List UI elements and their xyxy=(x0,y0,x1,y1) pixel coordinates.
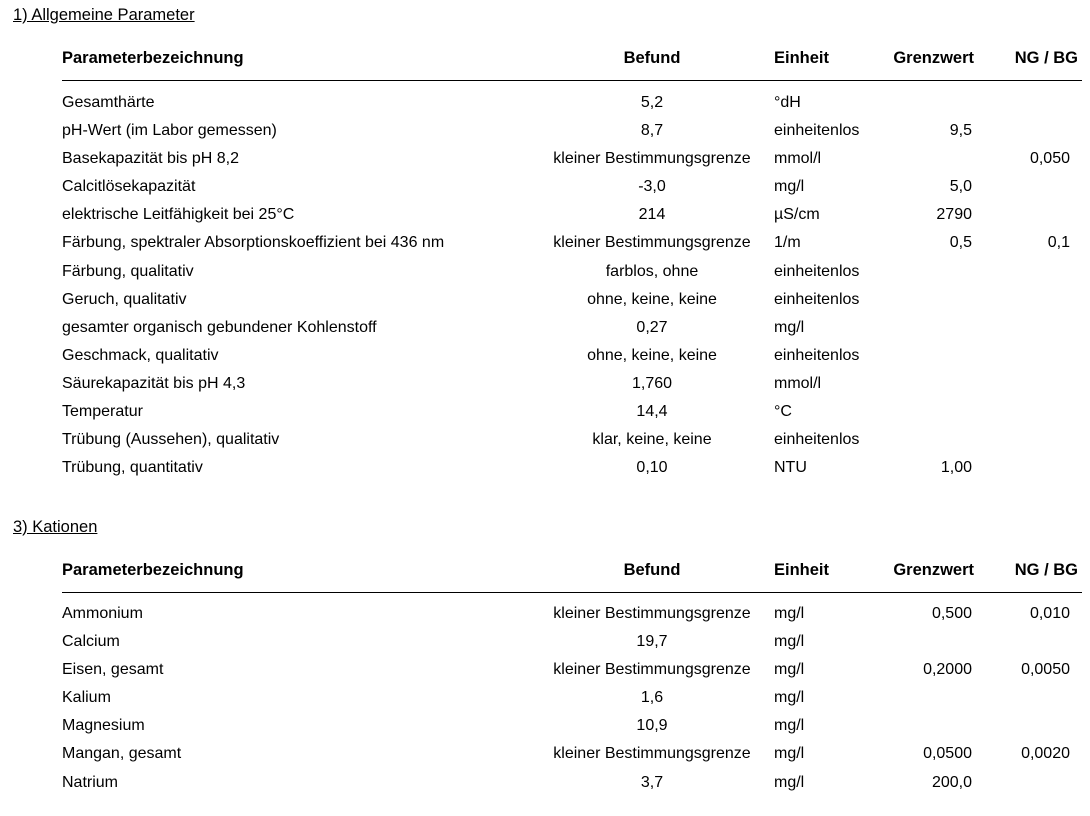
cell-einheit: einheitenlos xyxy=(774,290,860,308)
cell-ng-bg: 0,1 xyxy=(1047,234,1070,252)
cell-befund: 8,7 xyxy=(640,122,664,140)
table-row xyxy=(62,689,1082,717)
cell-parameter: Ammonium xyxy=(62,605,143,622)
cell-befund: 19,7 xyxy=(636,633,668,651)
table-row xyxy=(62,605,1082,633)
cell-einheit: mmol/l xyxy=(774,150,822,168)
cell-befund: kleiner Bestimmungsgrenze xyxy=(553,661,751,679)
cell-befund: 5,2 xyxy=(640,94,664,111)
cell-grenzwert: 2790 xyxy=(936,206,972,224)
header-grenzwert: Grenzwert xyxy=(893,49,974,67)
cell-befund: kleiner Bestimmungsgrenze xyxy=(553,605,751,622)
section-title-allgemeine-parameter: 1) Allgemeine Parameter xyxy=(13,6,195,24)
cell-einheit: mmol/l xyxy=(774,374,822,392)
cell-grenzwert: 200,0 xyxy=(931,773,972,791)
cell-befund: farblos, ohne xyxy=(605,262,699,280)
cell-grenzwert: 1,00 xyxy=(940,459,972,477)
cell-parameter: Trübung, quantitativ xyxy=(62,459,203,477)
cell-parameter: elektrische Leitfähigkeit bei 25°C xyxy=(62,206,295,224)
header-ng-bg: NG / BG xyxy=(1014,49,1078,67)
cell-parameter: gesamter organisch gebundener Kohlenstoff xyxy=(62,318,377,336)
cell-befund: kleiner Bestimmungsgrenze xyxy=(553,234,751,252)
cell-einheit: °C xyxy=(774,403,792,421)
cell-parameter: Säurekapazität bis pH 4,3 xyxy=(62,374,246,392)
table-row xyxy=(62,150,1082,178)
cell-befund: 14,4 xyxy=(636,403,668,421)
cell-befund: -3,0 xyxy=(638,178,666,196)
cell-parameter: Geruch, qualitativ xyxy=(62,290,187,308)
cell-parameter: Trübung (Aussehen), qualitativ xyxy=(62,431,280,449)
table-row xyxy=(62,206,1082,234)
header-befund: Befund xyxy=(623,49,681,67)
cell-einheit: mg/l xyxy=(774,773,805,791)
table-row xyxy=(62,661,1082,689)
header-row xyxy=(62,49,1082,73)
header-ng-bg: NG / BG xyxy=(1014,561,1078,579)
table-body xyxy=(62,605,1082,802)
table-row xyxy=(62,459,1082,487)
cell-grenzwert: 5,0 xyxy=(949,178,972,196)
cell-befund: 214 xyxy=(638,206,666,224)
cell-einheit: mg/l xyxy=(774,605,805,622)
table-row xyxy=(62,234,1082,262)
cell-einheit: mg/l xyxy=(774,318,805,336)
cell-einheit: µS/cm xyxy=(774,206,820,224)
cell-befund: kleiner Bestimmungsgrenze xyxy=(553,150,751,168)
cell-parameter: Mangan, gesamt xyxy=(62,745,182,763)
table-row xyxy=(62,319,1082,347)
cell-befund: kleiner Bestimmungsgrenze xyxy=(553,745,751,763)
cell-befund: ohne, keine, keine xyxy=(587,346,717,364)
cell-parameter: Gesamthärte xyxy=(62,94,155,111)
header-grenzwert: Grenzwert xyxy=(893,561,974,579)
cell-einheit: 1/m xyxy=(774,234,801,252)
table-row xyxy=(62,774,1082,802)
cell-einheit: mg/l xyxy=(774,745,805,763)
cell-einheit: °dH xyxy=(774,94,801,111)
cell-parameter: Eisen, gesamt xyxy=(62,661,164,679)
cell-einheit: einheitenlos xyxy=(774,122,860,140)
cell-einheit: mg/l xyxy=(774,661,805,679)
header-divider xyxy=(62,80,1082,81)
header-parameter: Parameterbezeichnung xyxy=(62,561,244,579)
cell-parameter: Kalium xyxy=(62,689,111,707)
cell-parameter: Natrium xyxy=(62,773,119,791)
cell-parameter: Geschmack, qualitativ xyxy=(62,346,219,364)
cell-parameter: Magnesium xyxy=(62,717,145,735)
cell-befund: 3,7 xyxy=(640,773,664,791)
header-divider xyxy=(62,592,1082,593)
table-body xyxy=(62,94,1082,487)
cell-grenzwert: 0,0500 xyxy=(923,745,972,763)
cell-grenzwert: 0,2000 xyxy=(923,661,972,679)
cell-einheit: einheitenlos xyxy=(774,262,860,280)
table-row xyxy=(62,178,1082,206)
cell-parameter: Temperatur xyxy=(62,403,143,421)
header-befund: Befund xyxy=(623,561,681,579)
cell-einheit: mg/l xyxy=(774,178,805,196)
section-title-kationen: 3) Kationen xyxy=(13,518,98,536)
header-row xyxy=(62,561,1082,585)
cell-einheit: mg/l xyxy=(774,717,805,735)
cell-befund: 0,27 xyxy=(636,318,668,336)
table-header xyxy=(62,561,1082,585)
cell-einheit: einheitenlos xyxy=(774,431,860,449)
table-row xyxy=(62,633,1082,661)
header-einheit: Einheit xyxy=(774,561,830,579)
cell-ng-bg: 0,050 xyxy=(1029,150,1070,168)
cell-parameter: pH-Wert (im Labor gemessen) xyxy=(62,122,277,140)
table-row xyxy=(62,291,1082,319)
cell-ng-bg: 0,0020 xyxy=(1021,745,1070,763)
cell-befund: 1,760 xyxy=(631,374,673,392)
cell-befund: klar, keine, keine xyxy=(592,431,712,449)
cell-befund: 10,9 xyxy=(636,717,668,735)
cell-befund: ohne, keine, keine xyxy=(587,290,717,308)
cell-parameter: Calcium xyxy=(62,633,120,651)
table-row xyxy=(62,717,1082,745)
table-row xyxy=(62,263,1082,291)
cell-grenzwert: 0,500 xyxy=(931,605,972,622)
table-row xyxy=(62,745,1082,773)
cell-parameter: Calcitlösekapazität xyxy=(62,178,196,196)
cell-ng-bg: 0,010 xyxy=(1029,605,1070,622)
cell-grenzwert: 0,5 xyxy=(949,234,972,252)
cell-befund: 0,10 xyxy=(636,459,668,477)
table-row xyxy=(62,347,1082,375)
cell-einheit: mg/l xyxy=(774,689,805,707)
table-row xyxy=(62,122,1082,150)
cell-parameter: Färbung, spektraler Absorptionskoeffizient bei 436 nm xyxy=(62,234,445,252)
header-parameter: Parameterbezeichnung xyxy=(62,49,244,67)
cell-ng-bg: 0,0050 xyxy=(1021,661,1070,679)
cell-parameter: Basekapazität bis pH 8,2 xyxy=(62,150,239,168)
cell-einheit: NTU xyxy=(774,459,807,477)
table-row xyxy=(62,94,1082,122)
header-einheit: Einheit xyxy=(774,49,830,67)
cell-grenzwert: 9,5 xyxy=(949,122,972,140)
cell-einheit: mg/l xyxy=(774,633,805,651)
cell-parameter: Färbung, qualitativ xyxy=(62,262,194,280)
table-row xyxy=(62,403,1082,431)
table-row xyxy=(62,431,1082,459)
table-header xyxy=(62,49,1082,73)
table-row xyxy=(62,375,1082,403)
cell-einheit: einheitenlos xyxy=(774,346,860,364)
cell-befund: 1,6 xyxy=(640,689,664,707)
